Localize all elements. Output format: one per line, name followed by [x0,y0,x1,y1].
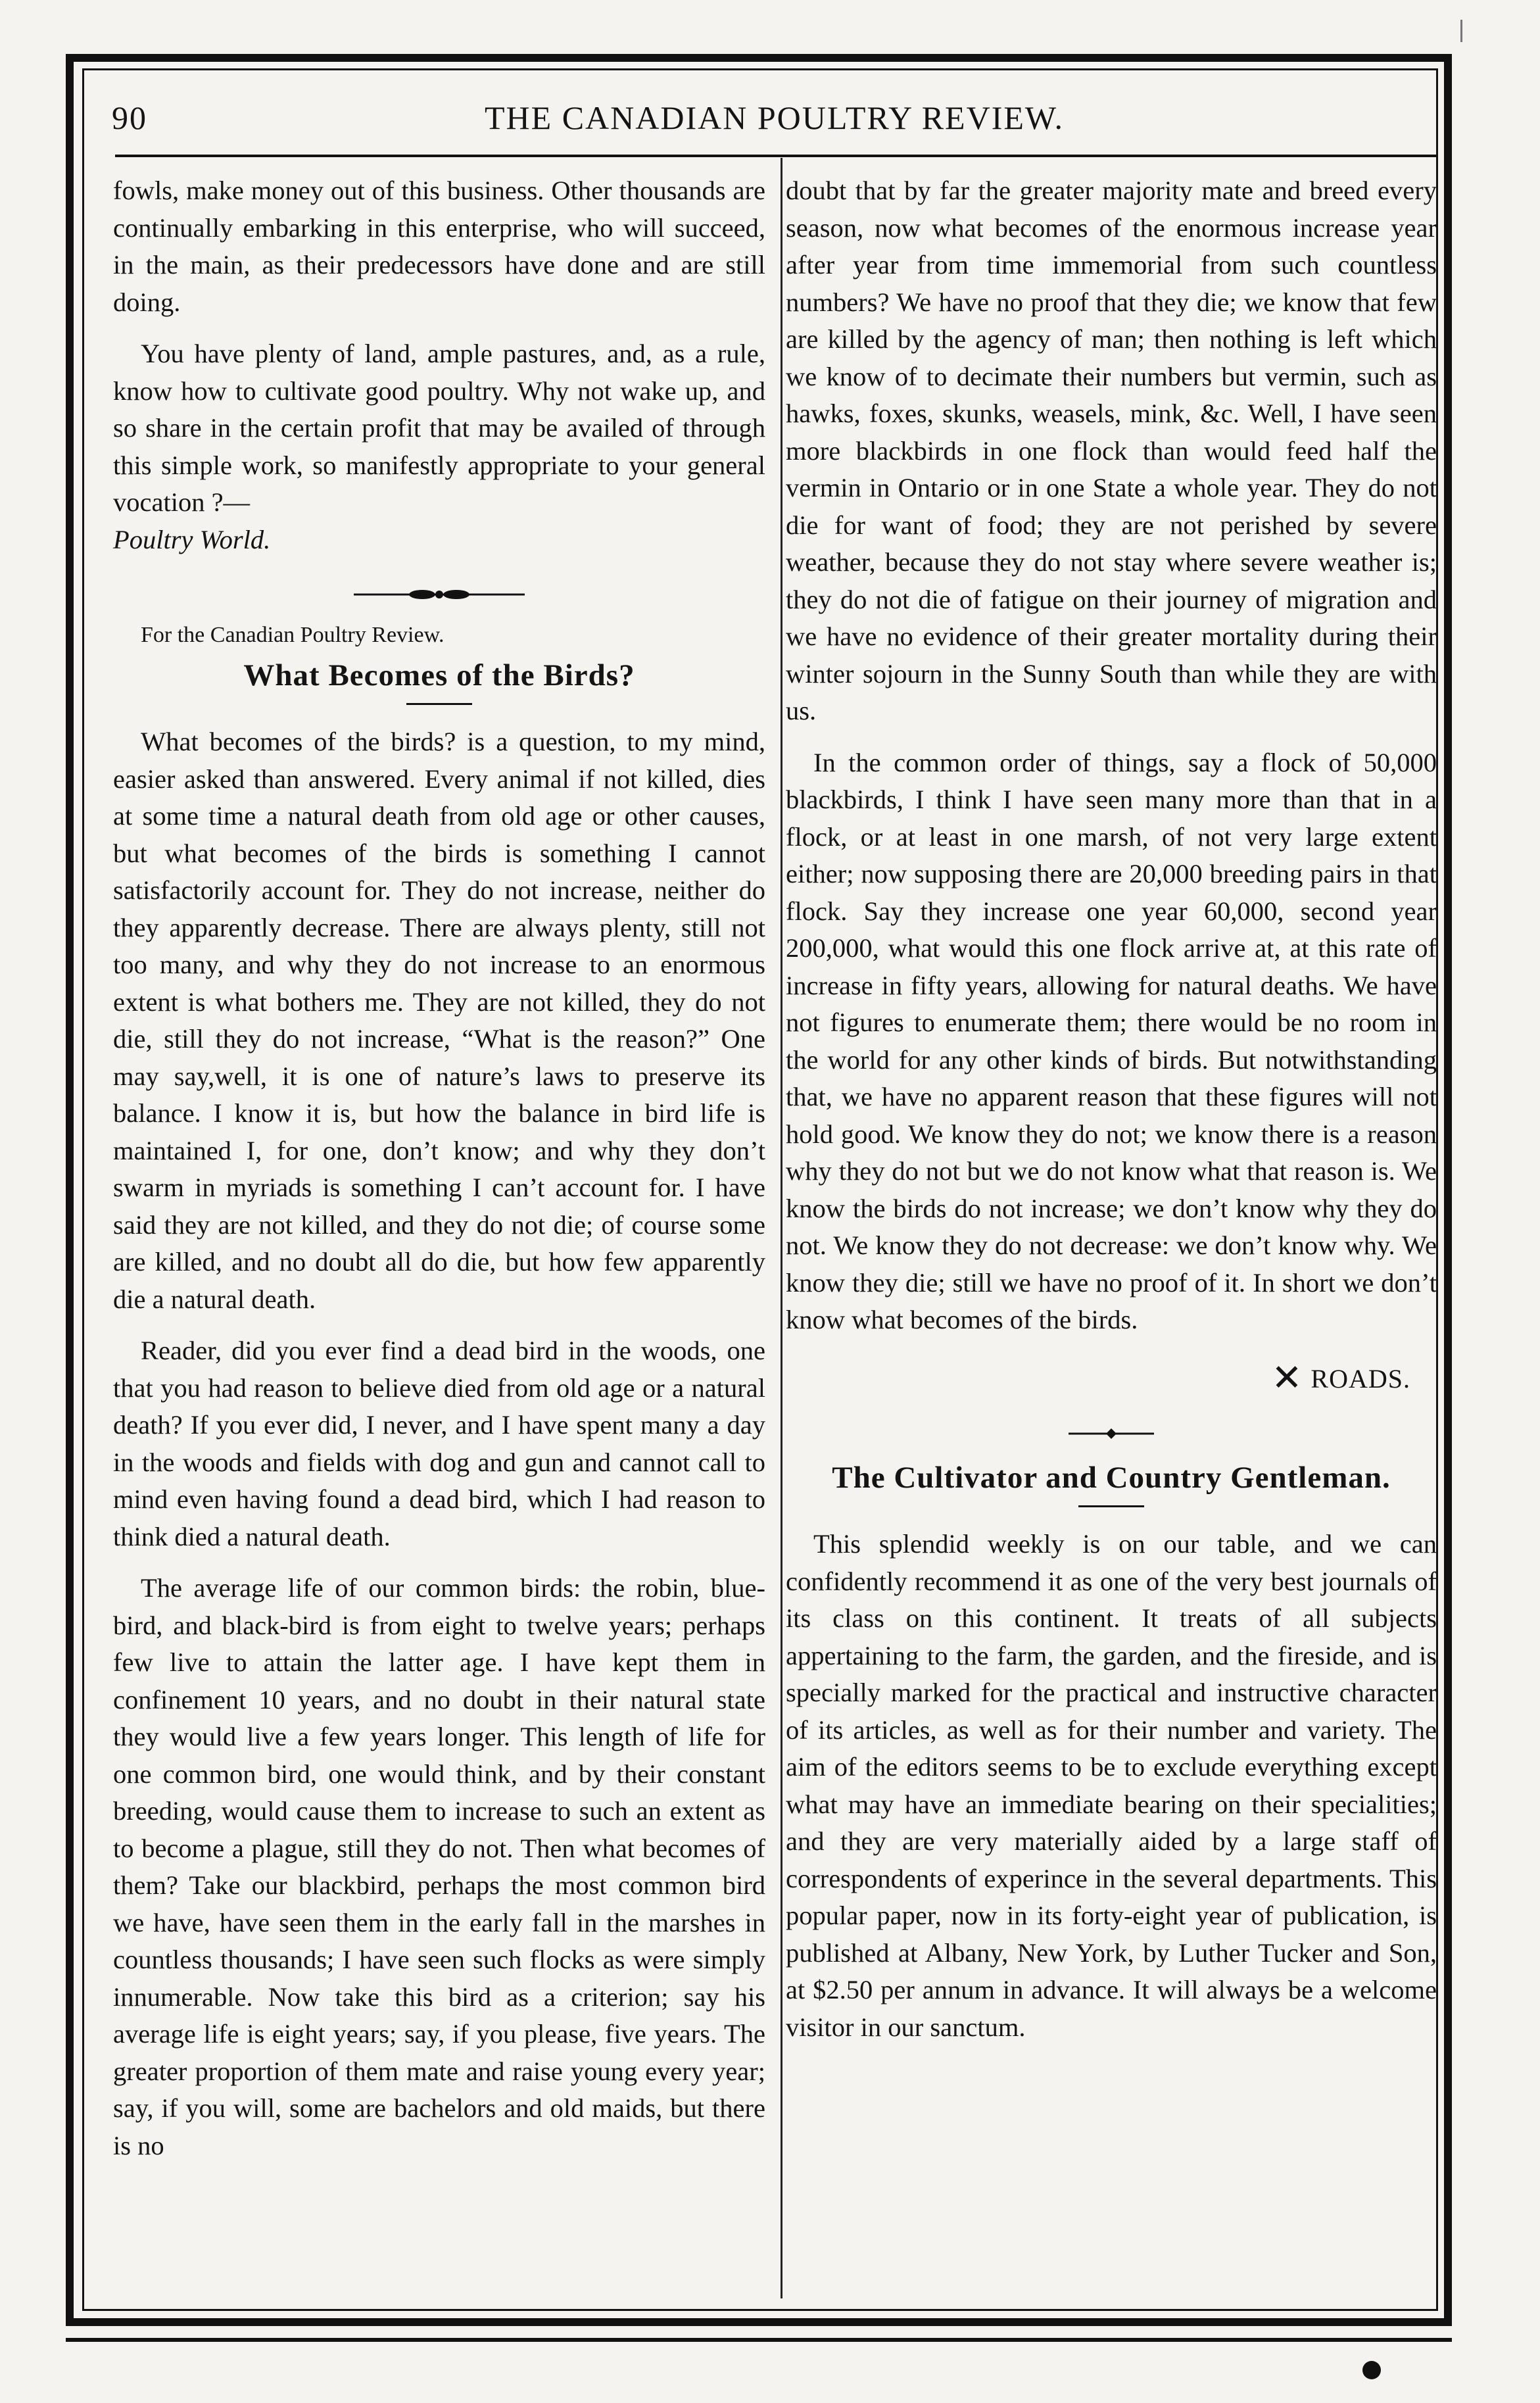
bottom-rule [66,2338,1452,2342]
diamond-rule-icon [1069,1420,1154,1447]
paragraph-continued: fowls, make money out of this business. Other thousands are continually embarking in this enterprise, who will succeed, in the main, as their predecessors have done and are still doing. [113,176,765,317]
paragraph: In the common order of things, say a flock of 50,000 blackbirds, I think I have seen many more than that in a flock, or at least in one marsh, of not very large extent either; now supposing there are 20,000 breeding pairs in that flock. Say they increase one year 60,000, second year 200,000, what would this one flock arrive at, at this rate of increase in fifty years, allowing for natural deaths. We have not figures to enumerate them; there would be no room in the world for any other kinds of birds. But notwithstanding that, we have no apparent reason that these figures will not hold good. We know they do not; we know there is a reason why they do not but we do not know what that reason is. We know the birds do not increase; we don’t know why they do not. We know they do not decrease: we don’t know why. We know they die; still we have no proof of it. In short we don’t know what becomes of the birds. [786,747,1437,1334]
header-rule [115,155,1437,157]
paragraph: This splendid weekly is on our table, and we can confidently recommend it as one of the very best journals of its class on this continent. It treats of all subjects appertaining to the farm, the garden, and the fireside, and is specially marked for the practical and instructive character of its articles, as well as for their number and variety. The aim of the editors seems to be to exclude everything except what may have an immediate bearing on their specialities; and they are very materially aided by a large staff of correspondents of experince in the several departments. This popular paper, now in its forty-eight year of publication, is published at Albany, New York, by Luther Tucker and Son, at $2.50 per annum in advance. It will always be a welcome visitor in our sanctum. [786,1529,1437,2042]
left-column [113,172,765,2164]
right-column [786,172,1437,2046]
column-divider [781,158,782,2298]
article-title: What Becomes of the Birds? [243,658,635,692]
paragraph-source: Poultry World. [113,524,271,554]
paragraph: Reader, did you ever find a dead bird in the woods, one that you had reason to believe died from old age or a natural death? If you ever did, I never, and I have spent many a day in the woods and fields with dog and gun and cannot call to mind even having found a dead bird, which I had reason to think died a natural death. [113,1336,765,1551]
cross-mark-icon: ✕ [1271,1357,1303,1399]
article-title: The Cultivator and Country Gentleman. [832,1461,1391,1495]
ink-blot-mark [1362,2361,1381,2379]
paragraph [113,335,765,558]
title-rule [1078,1505,1144,1507]
paragraph: The average life of our common birds: the robin, blue-bird, and black-bird is from eight to twelve years; perhaps few live to attain the latter age. I have kept them in confinement 10 years, and no doubt in their natural state they would live a few years longer. This length of life for one common bird, one would think, and by their constant breeding, would cause them to increase to such an extent as to become a plague, still they do not. Then what becomes of them? Take our blackbird, perhaps the most common bird we have, have seen them in the early fall in the marshes in countless thousands; I have seen such flocks as were simply innumerable. Now take this bird as a criterion; say his average life is eight years; say, if you please, five years. The greater proportion of them mate and raise young every year; say, if you will, some are bachelors and old maids, but there is no [113,1573,765,2160]
signature-text: ROADS. [1311,1363,1410,1394]
page-header [112,92,1437,145]
running-title: THE CANADIAN POULTRY REVIEW. [485,99,1064,136]
page-number: 90 [112,99,147,136]
section-ornament [113,581,765,607]
section-ornament [786,1420,1437,1446]
paragraph: What becomes of the birds? is a question, to my mind, easier asked than answered. Every animal if not killed, dies at some time a natural death from old age or other causes, but what becomes of the birds is something I cannot satisfactorily account for. They do not increase, neither do they apparently decrease. There are always plenty, still not too many, and why they do not increase to an enormous extent is what bothers me. They are not killed, they do not die, still they do not increase, “What is the reason?” One may say,well, it is one of nature’s laws to preserve its balance. I know it is, but how the balance in bird life is maintained I, for one, don’t know; and why they don’t swarm in myriads is something I can’t account for. I have said they are not killed, and they do not die; of course some are killed, and no doubt all do die, but how few apparently die a natural death. [113,727,765,1314]
author-signature [786,1357,1410,1399]
article-source-line: For the Canadian Poultry Review. [141,623,445,647]
title-rule [406,703,472,705]
scan-mark [1460,20,1462,42]
paragraph-text: You have plenty of land, ample pastures, and, as a rule, know how to cultivate good poultry. Why not wake up, and so share in the certain profit that may be availed of through this simple work, so manifestly appropriate to your general vocation ?— [113,339,765,517]
ornament-flourish-icon [354,581,525,608]
paragraph-continued: doubt that by far the greater majority mate and breed every season, now what becomes of the enormous increase year after year from time immemorial from such countless numbers? We have no proof that they die; we know that few are killed by the agency of man; then nothing is left which we know of to decimate their numbers but vermin, such as hawks, foxes, skunks, weasels, mink, &c. Well, I have seen more blackbirds in one flock than would feed half the vermin in Ontario or in one State a whole year. They do not die for want of food; they are not perished by severe weather, because they do not stay where severe weather is; they do not die of fatigue on their journey of migration and we have no evidence of their greater mortality during their winter sojourn in the Sunny South than while they are with us. [786,176,1437,725]
